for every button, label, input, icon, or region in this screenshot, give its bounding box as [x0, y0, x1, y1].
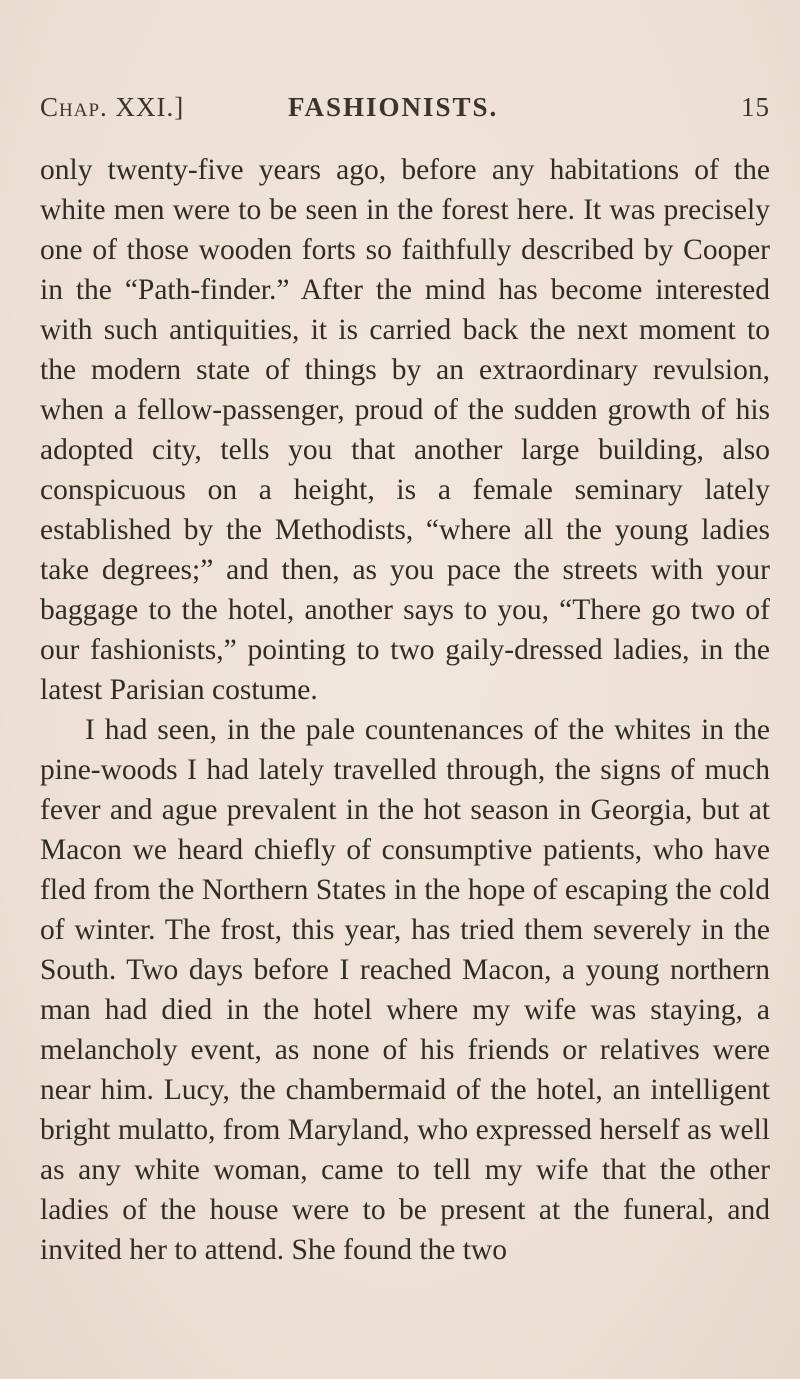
running-title: FASHIONISTS.	[288, 92, 499, 122]
page-number: 15	[741, 92, 770, 122]
running-header	[40, 92, 770, 132]
paragraph-continuation: only twenty-five years ago, before any habitations of the white men were to be seen in the forest here. It was precisely one of those wooden forts so faithfully described by Cooper in the “Path-finder.” After the mind has become interested with such antiquities, it is carried back the next moment to the modern state of things by an extraordinary revulsion, when a fellow-passenger, proud of the sudden growth of his adopted city, tells you that another large building, also conspicuous on a height, is a female seminary lately established by the Methodists, “where all the young ladies take degrees;” and then, as you pace the streets with your baggage to the hotel, another says to you, “There go two of our fashionists,” pointing to two gaily-dressed ladies, in the latest Parisian costume.	[40, 154, 770, 706]
paragraph-fever: I had seen, in the pale countenances of the whites in the pine-woods I had lately travelled through, the signs of much fever and ague prevalent in the hot season in Georgia, but at Macon we heard chiefly of consumptive patients, who have fled from the Northern States in the hope of escaping the cold of winter. The frost, this year, has tried them severely in the South. Two days before I reached Macon, a young northern man had died in the hotel where my wife was staying, a melancholy event, as none of his friends or relatives were near him. Lucy, the chambermaid of the hotel, an intelligent bright mulatto, from Maryland, who expressed herself as well as any white woman, came to tell my wife that the other ladies of the house were to be present at the funeral, and invited her to attend. She found the two	[40, 714, 770, 1266]
body-text	[40, 150, 770, 1270]
chapter-label: Chap. XXI.]	[40, 92, 185, 122]
